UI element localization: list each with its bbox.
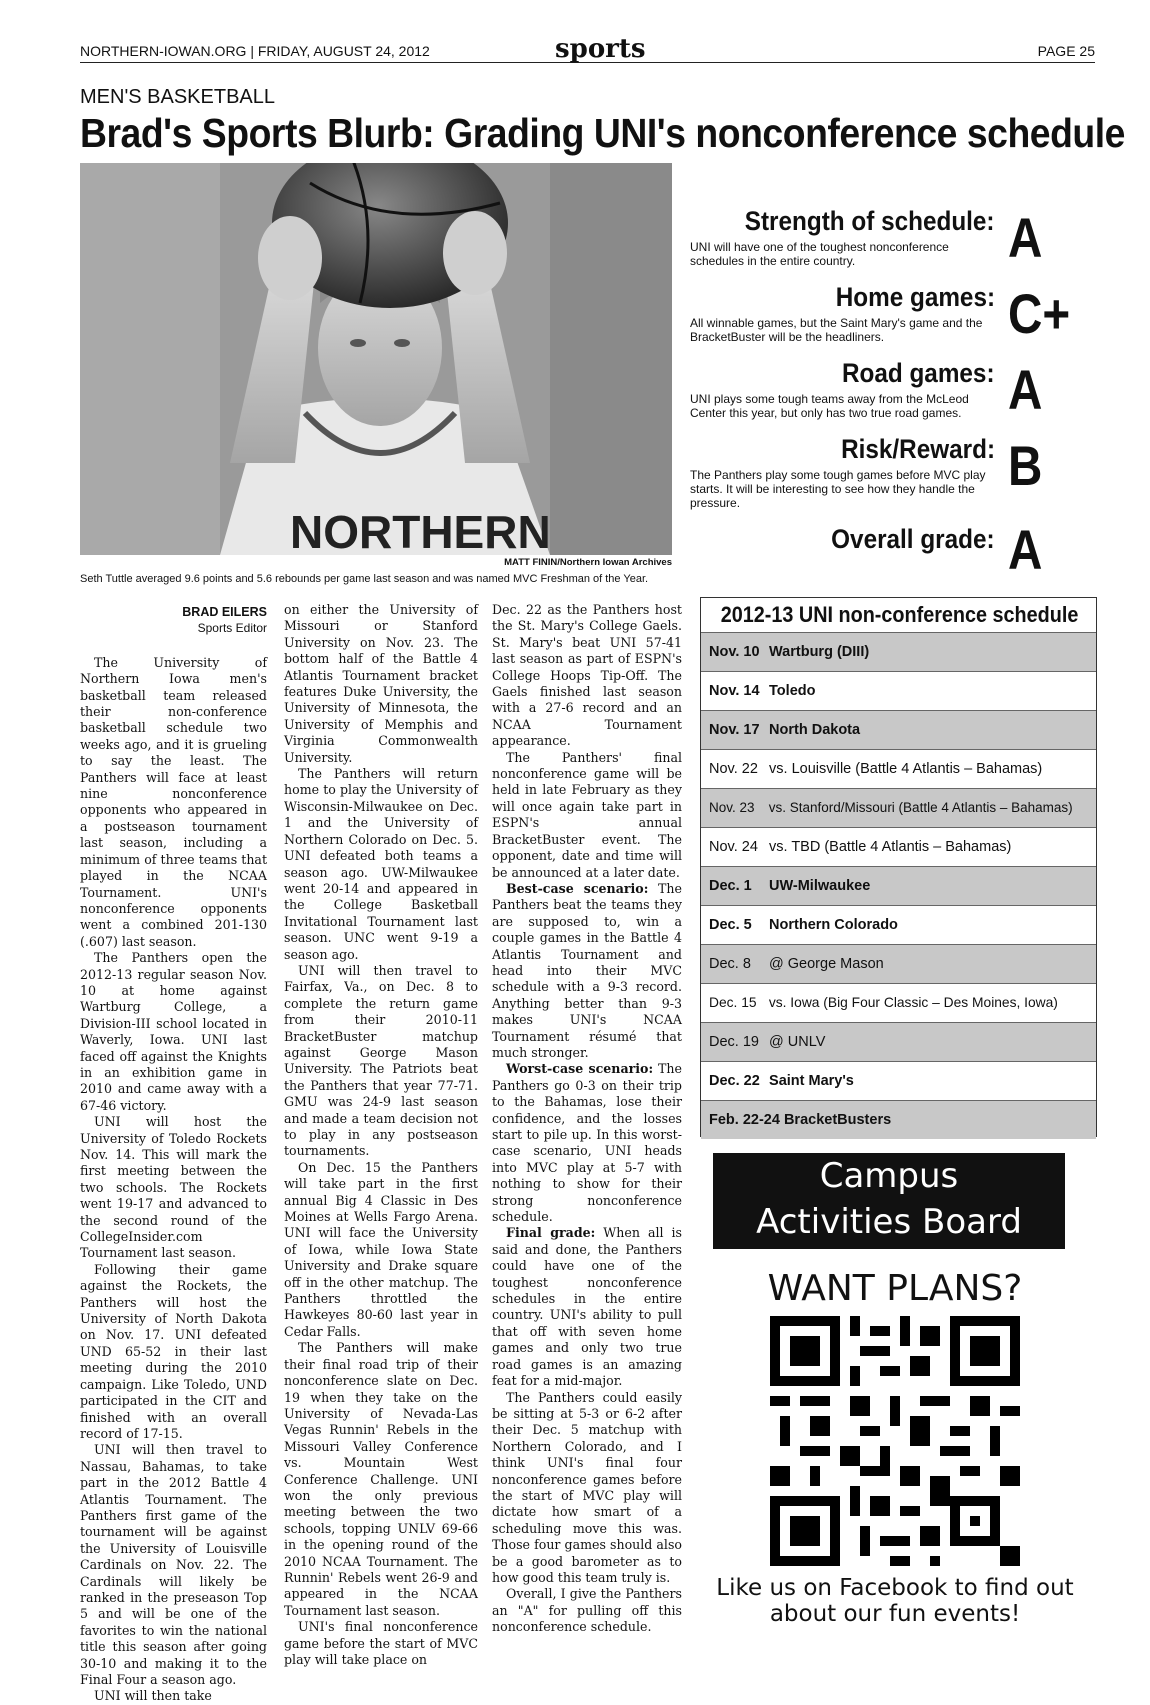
running-header — [80, 34, 1095, 64]
grade-home — [690, 282, 1090, 348]
schedule-opponent: Wartburg (DIII) — [769, 644, 870, 660]
schedule-row — [701, 944, 1096, 983]
paragraph-final-grade — [492, 1225, 682, 1389]
header-site-date: NORTHERN-IOWAN.ORG | FRIDAY, AUGUST 24, 2012 — [80, 43, 430, 59]
paragraph: The Panthers could easily be sitting at 5-3 or 6-2 after their Dec. 5 matchup with Northern Colorado, and I think UNI's final four nonconference games before the start of MVC play will dictate how smart of a scheduling move this was. Those four games should also be a good barometer as to how good this team truly is. — [492, 1389, 682, 1585]
grade-road — [690, 358, 1090, 424]
paragraph: UNI will then travel to Fairfax, Va., on Dec. 8 to complete the return game from their 2010-11 BracketBuster matchup against George Mason University. The Patriots beat the Panthers that year 77-71. GMU was 24-9 last season and made a team decision not to play in any postseason tournaments. — [284, 962, 478, 1159]
schedule-title: 2012-13 UNI non-conference schedule — [720, 602, 1079, 627]
schedule-date: Dec. 19 — [709, 1034, 759, 1050]
player-photo — [80, 163, 672, 555]
section-name: sports — [555, 34, 646, 64]
schedule-row — [701, 749, 1096, 788]
paragraph-best-case — [492, 881, 682, 1061]
grade-title: Road games: — [842, 358, 995, 388]
schedule-date: Nov. 10 — [709, 644, 760, 660]
schedule-row — [701, 671, 1096, 710]
article-column-1 — [80, 604, 267, 1705]
grade-description: The Panthers play some tough games before MVC play starts. It will be interesting to see how they handle the pressure. — [690, 468, 986, 510]
paragraph: UNI's final nonconference game before the start of MVC play will take place on — [284, 1619, 478, 1667]
campus-activities-board-logo — [713, 1153, 1065, 1249]
grade-letter: A — [1008, 206, 1043, 269]
paragraph: The Panthers open the 2012-13 regular season Nov. 10 at home against Wartburg College, a Division-III school located in Waverly, Iowa. UNI last faced off against the Knights in an exhibition game in 2010 and came away with a 67-46 victory. — [80, 950, 267, 1113]
schedule-row — [701, 1022, 1096, 1061]
paragraph: Dec. 22 as the Panthers host the St. Mary's College Gaels. St. Mary's beat UNI 57-41 last season as part of ESPN's College Hoops Tip-Off. The Gaels finished last season with a 27-6 record and an NCAA Tournament appearance. — [492, 602, 682, 749]
subhead: Best-case scenario: — [506, 880, 649, 896]
grade-title: Overall grade: — [831, 524, 995, 554]
article-column-2 — [284, 602, 478, 1668]
facebook-message: Like us on Facebook to find out about our fun events! — [716, 1575, 1074, 1627]
schedule-row — [701, 1100, 1096, 1139]
paragraph: Following their game against the Rockets, the Panthers will host the University of North Dakota on Nov. 17. UNI defeated UND 65-52 in their last meeting during the 2010 campaign. Like Toledo, UND participated in the CIT and finished with an overall record of 17-15. — [80, 1261, 267, 1441]
paragraph-text: The Panthers go 0-3 on their trip to the Bahamas, lose their confidence, and the losses start to pile up. In this worst-case scenario, UNI heads into MVC play at 5-7 with nothing to show for their strong nonconference schedule. — [492, 1061, 682, 1225]
grade-risk — [690, 434, 1090, 514]
schedule-opponent: vs. Stanford/Missouri (Battle 4 Atlantis – Bahamas) — [768, 800, 1073, 815]
author-name: BRAD EILERS — [182, 605, 267, 619]
paragraph: on either the University of Missouri or Stanford University on Nov. 23. The bottom half of the Battle 4 Atlantis Tournament bracket features Duke University, the University of Minnesota, the University of Memphis and Virginia Commonwealth University. — [284, 602, 478, 765]
kicker: MEN'S BASKETBALL — [80, 86, 275, 108]
schedule-row — [701, 866, 1096, 905]
schedule-opponent: North Dakota — [769, 722, 861, 738]
schedule-date: Dec. 22 — [709, 1073, 760, 1089]
schedule-opponent: Saint Mary's — [769, 1073, 854, 1089]
paragraph-worst-case — [492, 1061, 682, 1225]
photo-credit: MATT FININ/Northern Iowan Archives — [504, 557, 672, 568]
schedule-date: Dec. 15 — [709, 995, 757, 1010]
schedule-opponent: Northern Colorado — [769, 917, 898, 933]
paragraph: UNI will then travel to Nassau, Bahamas, to take part in the 2012 Battle 4 Atlantis Tournament. The Panthers first game of the tournament will be against the University of Louisville Cardinals on Nov. 22. The Cardinals will likely be ranked in the preseason Top 5 and will be one of the favorites to win the national title this season after going 30-10 and making it to the Final Four a season ago. — [80, 1442, 267, 1687]
grade-letter: B — [1008, 434, 1043, 497]
schedule-date: Feb. 22-24 — [709, 1112, 780, 1128]
schedule-row — [701, 632, 1096, 671]
grade-title: Strength of schedule: — [745, 206, 995, 236]
schedule-row — [701, 983, 1096, 1022]
subhead: Final grade: — [506, 1225, 596, 1241]
schedule-row — [701, 827, 1096, 866]
schedule-opponent: vs. Louisville (Battle 4 Atlantis – Bahamas) — [769, 761, 1043, 777]
qr-code[interactable] — [770, 1316, 1020, 1566]
schedule-row — [701, 788, 1096, 827]
schedule-opponent: Toledo — [769, 683, 816, 699]
article-column-3 — [492, 602, 682, 1636]
schedule-date: Dec. 5 — [709, 917, 752, 933]
schedule-date: Nov. 14 — [709, 683, 760, 699]
byline — [80, 604, 267, 637]
grade-overall — [690, 518, 1090, 582]
schedule-date: Nov. 24 — [709, 839, 758, 855]
logo-line: Activities Board — [756, 1202, 1022, 1242]
schedule-date: Nov. 17 — [709, 722, 760, 738]
paragraph: The Panthers will return home to play the University of Wisconsin-Milwaukee on Dec. 1 and the University of Northern Colorado on Dec. 5. UNI defeated both teams a season ago. UW-Milwaukee went 20-14 and appeared in the College Basketball Invitational Tournament last season. UNC went 9-19 a season ago. — [284, 766, 478, 962]
want-plans-heading: WANT PLANS? — [767, 1268, 1023, 1309]
subhead: Worst-case scenario: — [506, 1061, 654, 1077]
schedule-date: Dec. 8 — [709, 956, 751, 972]
author-role: Sports Editor — [197, 621, 267, 636]
schedule-date: Nov. 22 — [709, 761, 758, 777]
schedule-row — [701, 1061, 1096, 1100]
schedule-date: Nov. 23 — [709, 800, 755, 815]
schedule-opponent: UW-Milwaukee — [769, 878, 871, 894]
photo-illustration — [80, 163, 672, 555]
paragraph: Overall, I give the Panthers an "A" for pulling off this nonconference schedule. — [492, 1586, 682, 1635]
schedule-opponent: vs. TBD (Battle 4 Atlantis – Bahamas) — [769, 839, 1012, 855]
grade-letter: A — [1008, 358, 1043, 421]
paragraph: On Dec. 15 the Panthers will take part in the first annual Big 4 Classic in Des Moines at Wells Fargo Arena. UNI will face the University of Iowa, while Iowa State University and Drake square off in the other matchup. The Panthers throttled the Hawkeyes 80-60 last year in Cedar Falls. — [284, 1159, 478, 1339]
jersey-lettering: NORTHERN — [290, 506, 551, 555]
headline: Brad's Sports Blurb: Grading UNI's nonconference schedule — [80, 110, 1125, 156]
paragraph: UNI will then take — [94, 1688, 212, 1704]
paragraph: The Panthers will make their final road trip of their nonconference slate on Dec. 19 when they take on the University of Nevada-Las Vegas Runnin' Rebels in the Missouri Valley Conference vs. Mountain West Conference Challenge. UNI won the only previous meeting between the two schools, topping UNLV 69-66 in the opening round of the 2010 NCAA Tournament. The Runnin' Rebels went 26-9 and appeared in the NCAA Tournament last season. — [284, 1340, 478, 1618]
schedule-row — [701, 710, 1096, 749]
schedule-table — [700, 597, 1097, 1137]
grade-letter: C+ — [1008, 282, 1071, 345]
grade-description: All winnable games, but the Saint Mary's game and the BracketBuster will be the headliners. — [690, 316, 983, 344]
paragraph-text: The Panthers beat the teams they are supposed to, win a couple games in the Battle 4 Atlantis Tournament and head into their MVC schedule with a 9-3 record. Anything better than 9-3 makes UNI's NCAA Tournament résumé that much stronger. — [492, 880, 682, 1060]
grade-title: Risk/Reward: — [841, 434, 995, 464]
schedule-opponent: @ George Mason — [769, 956, 884, 972]
qr-code-graphic — [770, 1316, 1020, 1566]
grade-letter: A — [1008, 518, 1043, 581]
grade-description: UNI will have one of the toughest nonconference schedules in the entire country. — [690, 240, 949, 268]
logo-line: Campus — [819, 1156, 959, 1196]
schedule-date: Dec. 1 — [709, 878, 752, 894]
schedule-opponent: vs. Iowa (Big Four Classic – Des Moines, Iowa) — [768, 995, 1058, 1010]
paragraph-text: When all is said and done, the Panthers could have one of the toughest nonconference schedules in the entire country. UNI's ability to pull that off with seven home games and only two true road games is an amazing feat for a mid-major. — [492, 1225, 683, 1389]
paragraph: UNI will host the University of Toledo Rockets Nov. 14. This will mark the first meeting between the two schools. The Rockets went 19-17 and advanced to the second round of the CollegeInsider.com Tournament last season. — [80, 1114, 267, 1261]
photo-caption: Seth Tuttle averaged 9.6 points and 5.6 rebounds per game last season and was named MVC Freshman of the Year. — [80, 573, 649, 585]
grade-strength — [690, 206, 1090, 272]
grade-description: UNI plays some tough teams away from the McLeod Center this year, but only has two true road games. — [690, 392, 969, 420]
paragraph: The Panthers' final nonconference game will be held in late February as they will once again take part in ESPN's annual BracketBuster event. The opponent, date and time will be announced at a later date. — [492, 749, 682, 880]
grade-title: Home games: — [835, 282, 995, 312]
schedule-opponent: @ UNLV — [769, 1034, 826, 1050]
schedule-row — [701, 905, 1096, 944]
page-number: PAGE 25 — [1037, 43, 1095, 59]
paragraph: The University of Northern Iowa men's basketball team released their non-conference basketball schedule two weeks ago, and it is grueling to say the least. The Panthers will face at least nine nonconference opponents who appeared in a postseason tournament last season, including a minimum of three teams that played in the NCAA Tournament. UNI's nonconference opponents went a combined 201-130 (.607) last season. — [80, 654, 267, 949]
schedule-opponent: BracketBusters — [783, 1112, 892, 1128]
